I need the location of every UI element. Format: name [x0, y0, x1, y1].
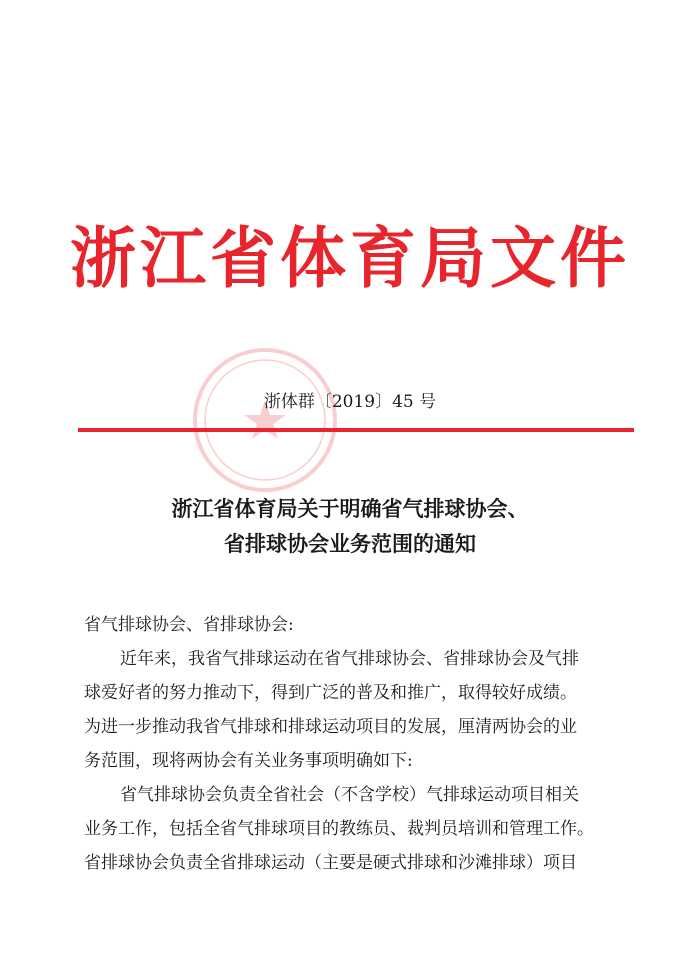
notice-title	[0, 494, 700, 564]
body-line: 近年来，我省气排球运动在省气排球协会、省排球协会及气排	[120, 649, 579, 669]
body-line: 省排球协会负责全省排球运动（主要是硬式排球和沙滩排球）项目	[84, 853, 577, 873]
salutation: 省气排球协会、省排球协会:	[84, 615, 294, 635]
document-number: 浙体群〔2019〕45 号	[263, 392, 437, 412]
body-line: 省气排球协会负责全省社会（不含学校）气排球运动项目相关	[120, 785, 579, 805]
notice-title-line-1: 浙江省体育局关于明确省气排球协会、	[171, 496, 529, 521]
notice-title-line-2: 省排球协会业务范围的通知	[224, 531, 476, 556]
notice-body	[84, 608, 629, 880]
document-header-title: 浙江省体育局文件	[70, 219, 630, 297]
body-line: 为进一步推动我省气排球和排球运动项目的发展，厘清两协会的业	[84, 717, 577, 737]
body-line: 务范围，现将两协会有关业务事项明确如下:	[84, 751, 413, 771]
body-line: 业务工作，包括全省气排球项目的教练员、裁判员培训和管理工作。	[84, 819, 594, 839]
header-divider	[78, 428, 634, 432]
body-line: 球爱好者的努力推动下，得到广泛的普及和推广，取得较好成绩。	[84, 683, 577, 703]
official-seal-icon	[190, 345, 340, 495]
